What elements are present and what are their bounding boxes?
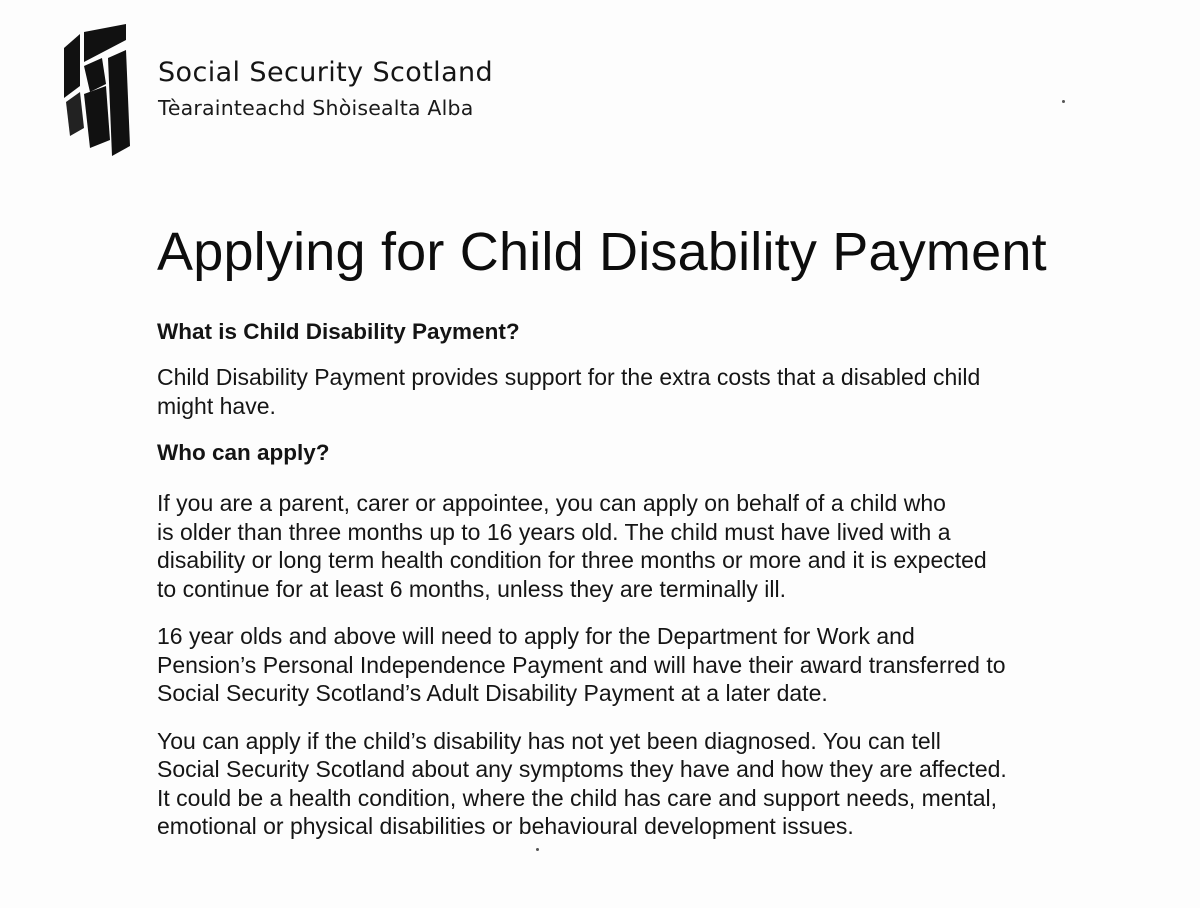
paragraph-age-16-and-above — [157, 622, 1167, 708]
paragraph-line: disability or long term health condition for three months or more and it is expected — [157, 547, 987, 573]
paragraph-line: 16 year olds and above will need to apply for the Department for Work and — [157, 623, 915, 649]
scan-speck — [536, 848, 539, 851]
paragraph-line: might have. — [157, 392, 276, 419]
organisation-name-block — [158, 56, 493, 122]
paragraph-line: You can apply if the child’s disability has not yet been diagnosed. You can tell — [157, 727, 941, 754]
paragraph-undiagnosed — [157, 727, 1167, 841]
social-security-scotland-logo — [60, 22, 132, 164]
page-title: Applying for Child Disability Payment — [157, 222, 1047, 282]
section-heading-who-can-apply: Who can apply? — [157, 440, 330, 465]
document-content — [157, 220, 1167, 841]
paragraph-line: It could be a health condition, where the child has care and support needs, mental, — [157, 784, 998, 811]
paragraph-line: Social Security Scotland’s Adult Disability Payment at a later date. — [157, 680, 828, 706]
section-heading-what-is: What is Child Disability Payment? — [157, 319, 520, 344]
paragraph-line: Child Disability Payment provides support for the extra costs that a disabled child — [157, 364, 981, 390]
paragraph-line: emotional or physical disabilities or behavioural development issues. — [157, 813, 854, 839]
paragraph-line: to continue for at least 6 months, unless they are terminally ill. — [157, 575, 786, 602]
paragraph-line: If you are a parent, carer or appointee, you can apply on behalf of a child who — [157, 490, 946, 516]
organisation-name-gaelic: Tèarainteachd Shòisealta Alba — [158, 96, 474, 120]
organisation-name-english: Social Security Scotland — [158, 57, 494, 88]
paragraph-line: is older than three months up to 16 years old. The child must have lived with a — [157, 518, 951, 545]
scan-speck — [1062, 100, 1065, 103]
paragraph-what-is — [157, 363, 1167, 420]
paragraph-line: Social Security Scotland about any symptoms they have and how they are affected. — [157, 756, 1007, 782]
paragraph-eligibility — [157, 489, 1167, 603]
paragraph-line: Pension’s Personal Independence Payment and will have their award transferred to — [157, 651, 1006, 678]
